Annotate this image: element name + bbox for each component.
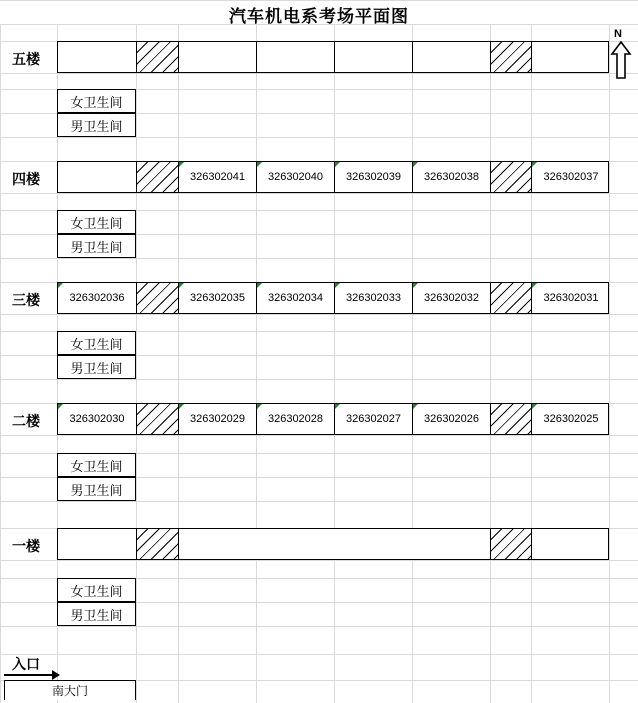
exam-room-cell [58,529,137,559]
cell-marker-icon [532,404,537,409]
cell-marker-icon [58,404,63,409]
cell-marker-icon [179,162,184,167]
exam-room-cell [413,404,491,434]
cell-marker-icon [335,162,340,167]
room-number: 326302039 [345,171,402,183]
male-restroom: 男卫生间 [57,113,136,137]
male-restroom: 男卫生间 [57,355,136,379]
exam-room-cell [532,283,610,313]
stairwell-hatch [137,42,179,72]
room-number: 326302040 [267,171,324,183]
exam-room-cell [257,42,335,72]
room-number: 326302032 [423,292,480,304]
cell-marker-icon [532,162,537,167]
room-number: 326302031 [543,292,599,304]
stairwell-hatch [137,529,179,559]
cell-marker-icon [532,283,537,288]
exam-room-cell [335,404,413,434]
cell-marker-icon [257,283,262,288]
female-restroom: 女卫生间 [57,210,136,234]
room-number: 326302029 [189,413,246,425]
exam-room-cell [58,162,137,192]
exam-room-cell [58,404,137,434]
south-gate-cell: 南大门 [4,680,136,700]
exam-room-cell [335,283,413,313]
exam-room-cell [532,529,610,559]
exam-room-cell [532,404,610,434]
north-arrow-icon [610,40,632,80]
exam-room-cell [413,162,491,192]
exam-room-cell [532,42,610,72]
cell-marker-icon [58,283,63,288]
exam-room-cell [179,283,257,313]
room-number: 326302037 [543,171,599,183]
floor-row [57,41,609,73]
cell-marker-icon [257,162,262,167]
stairwell-hatch [491,404,532,434]
female-restroom: 女卫生间 [57,578,136,602]
exam-room-cell [257,404,335,434]
room-number: 326302036 [69,292,125,304]
exam-room-cell [413,283,491,313]
male-restroom: 男卫生间 [57,234,136,258]
room-number: 326302028 [267,413,324,425]
cell-marker-icon [179,404,184,409]
floor-label: 四楼 [12,171,40,187]
cell-marker-icon [179,283,184,288]
room-number: 326302026 [423,413,480,425]
male-restroom: 男卫生间 [57,477,136,501]
room-number: 326302034 [267,292,324,304]
floor-row [57,403,609,435]
room-number: 326302027 [345,413,402,425]
exam-room-cell [179,529,491,559]
room-number: 326302041 [189,171,246,183]
cell-marker-icon [413,162,418,167]
room-number: 326302035 [189,292,246,304]
cell-marker-icon [335,283,340,288]
floor-row [57,282,609,314]
room-number: 326302025 [543,413,599,425]
exam-room-cell [335,42,413,72]
room-number: 326302030 [69,413,125,425]
floor-label: 五楼 [12,51,40,67]
female-restroom: 女卫生间 [57,331,136,355]
page-title: 汽车机电系考场平面图 [229,7,409,26]
floor-label: 一楼 [12,538,40,554]
stairwell-hatch [137,162,179,192]
floor-label: 三楼 [12,292,40,308]
cell-marker-icon [413,283,418,288]
exam-room-cell [257,283,335,313]
exam-room-cell [413,42,491,72]
stairwell-hatch [491,42,532,72]
exam-room-cell [179,162,257,192]
floor-row [57,528,609,560]
female-restroom: 女卫生间 [57,453,136,477]
exam-room-cell [179,42,257,72]
compass-north-label: N [614,28,622,40]
cell-marker-icon [335,404,340,409]
stairwell-hatch [491,283,532,313]
room-number: 326302038 [423,171,480,183]
exam-room-cell [257,162,335,192]
room-number: 326302033 [345,292,402,304]
stairwell-hatch [491,162,532,192]
floor-row [57,161,609,193]
exam-room-cell [532,162,610,192]
stairwell-hatch [137,404,179,434]
stairwell-hatch [491,529,532,559]
exam-room-cell [335,162,413,192]
exam-room-cell [58,42,137,72]
cell-marker-icon [257,404,262,409]
female-restroom: 女卫生间 [57,89,136,113]
stairwell-hatch [137,283,179,313]
floor-label: 二楼 [12,413,40,429]
exam-room-cell [179,404,257,434]
male-restroom: 男卫生间 [57,602,136,626]
cell-marker-icon [413,404,418,409]
exam-room-cell [58,283,137,313]
entrance-label: 入口 [12,656,40,672]
